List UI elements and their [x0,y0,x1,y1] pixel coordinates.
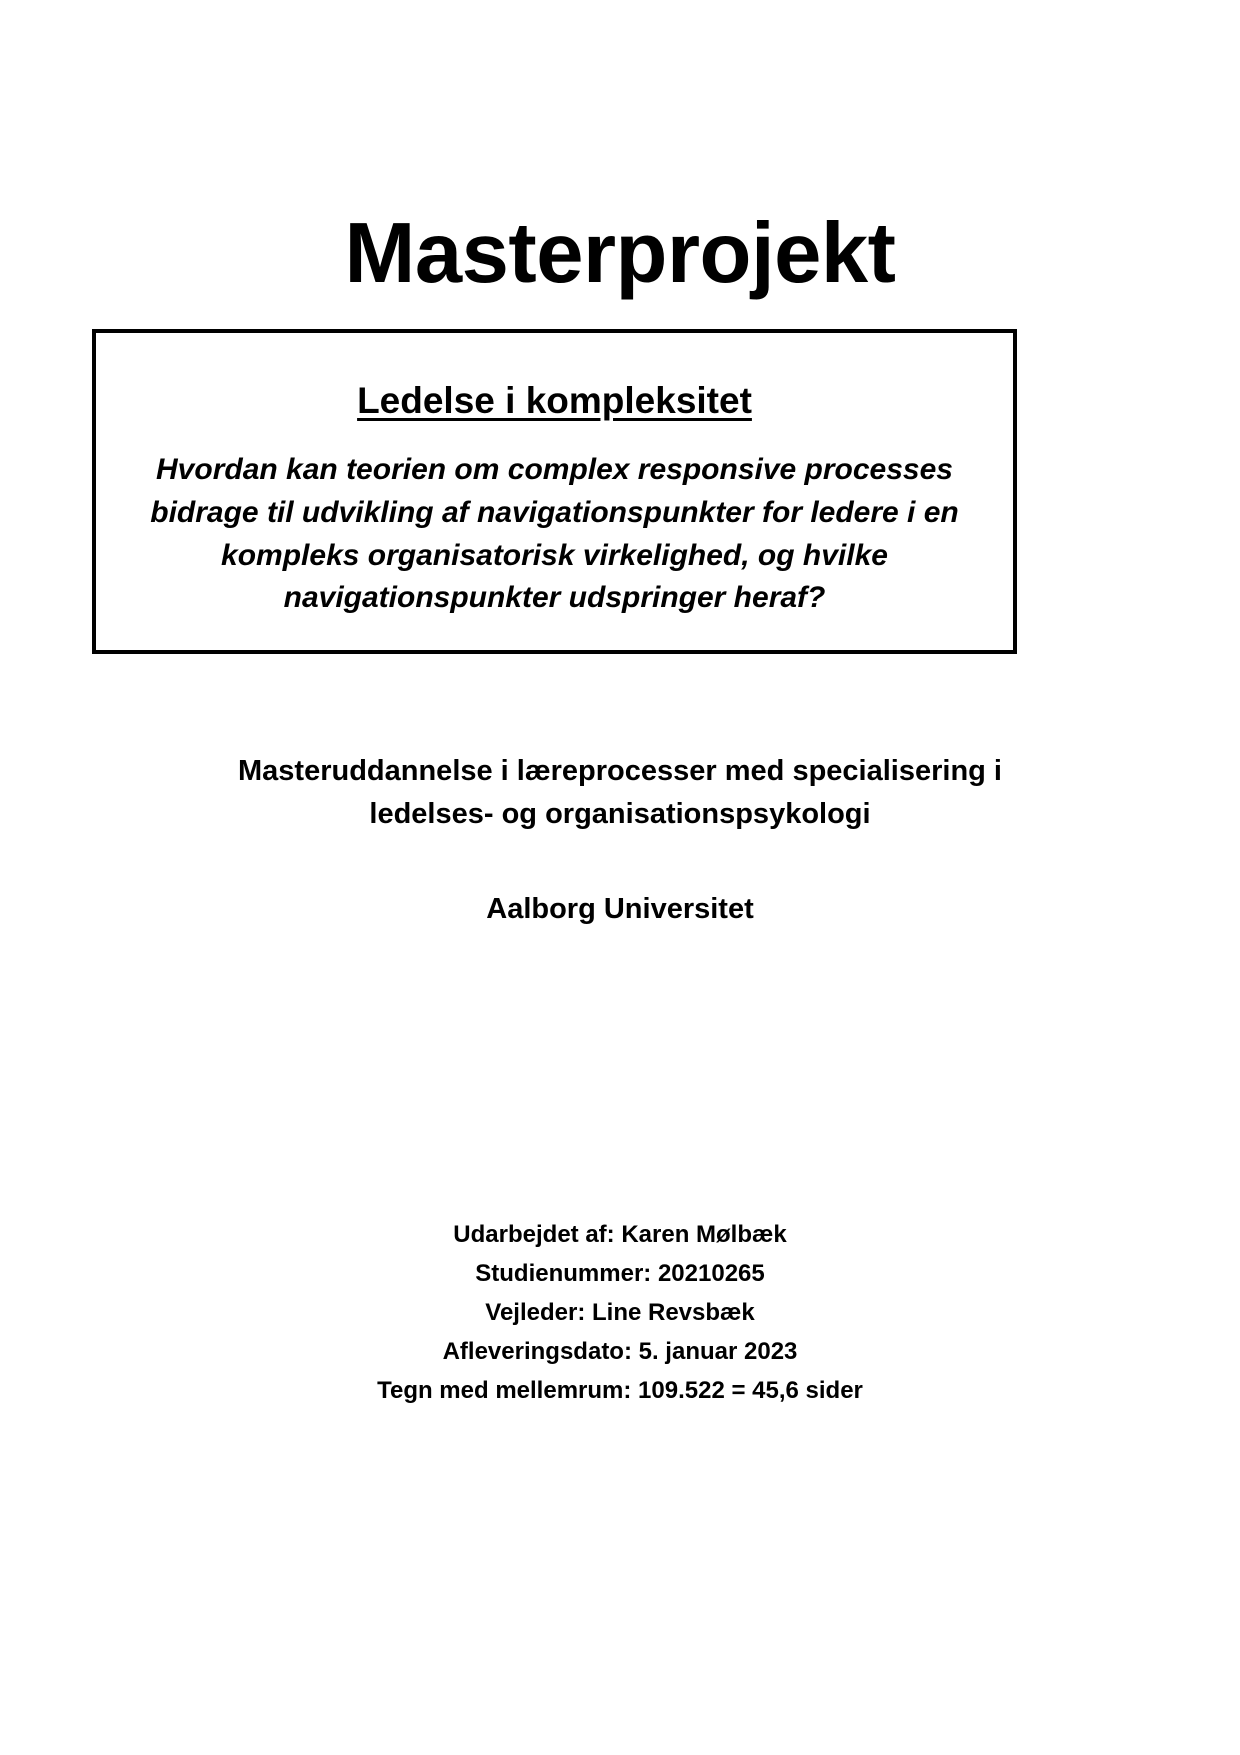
research-question: Hvordan kan teorien om complex responsive processes bidrage til udvikling af navigationspunkter for ledere i en kompleks organisatorisk virkelighed, og hvilke navigationspunkter udspringer heraf? [150,453,959,615]
colophon-character-count: Tegn med mellemrum: 109.522 = 45,6 sider [377,1376,863,1404]
colophon-submission-date: Afleveringsdato: 5. januar 2023 [442,1337,798,1365]
colophon-author: Udarbejdet af: Karen Mølbæk [453,1221,787,1248]
colophon-block [0,1216,1240,1410]
page-title: Masterprojekt [344,205,896,301]
title-box [92,329,1017,654]
programme-block [0,750,1240,931]
university-name: Aalborg Universitet [486,892,754,925]
colophon-student-number: Studienummer: 20210265 [475,1259,765,1287]
colophon-supervisor: Vejleder: Line Revsbæk [485,1298,755,1326]
programme-line-2: ledelses- og organisationspsykologi [369,797,871,830]
thesis-title-heading: Ledelse i kompleksitet [357,380,752,421]
programme-line-1: Masteruddannelse i læreprocesser med specialisering i [238,755,1002,787]
